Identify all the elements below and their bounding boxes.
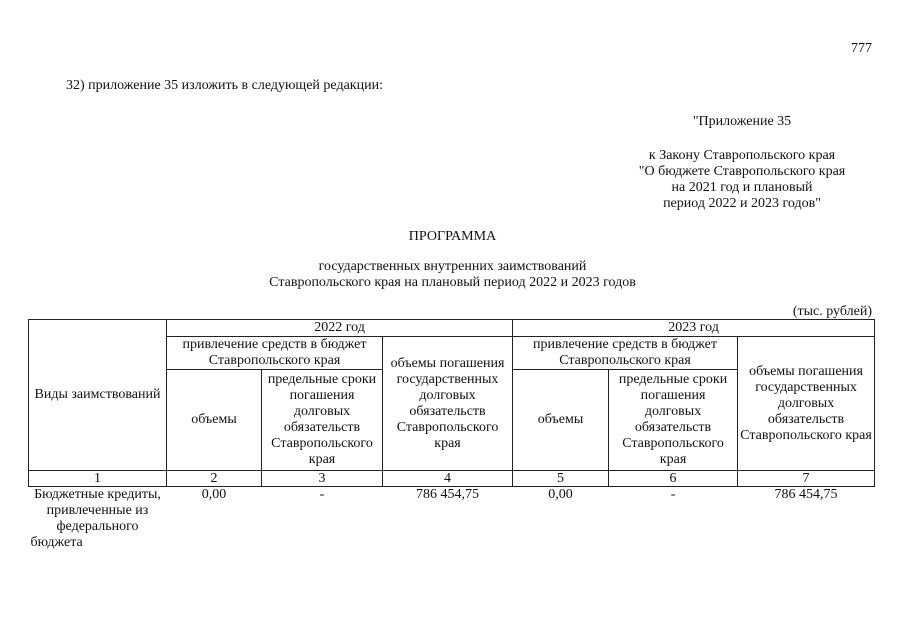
- column-number: 3: [262, 471, 383, 487]
- intro-text: 32) приложение 35 изложить в следующей редакции:: [66, 78, 383, 93]
- column-number: 4: [383, 471, 513, 487]
- page-number: 777: [851, 41, 872, 56]
- borrowing-table: [28, 319, 875, 551]
- row-volume-2022: 0,00: [201, 487, 227, 502]
- header-kind: Виды заимствований: [29, 320, 167, 471]
- header-repayment-2022: объемы погашения государственных долговых обязательств Ставропольского края: [383, 337, 513, 471]
- column-number: 6: [609, 471, 738, 487]
- column-numbers-row: [29, 471, 875, 487]
- appendix-reference: [612, 148, 872, 212]
- header-deadlines-2022: предельные сроки погашения долговых обязательств Ставропольского края: [262, 370, 383, 471]
- row-term-2023: -: [670, 487, 676, 502]
- appendix-line-3: на 2021 год и плановый: [671, 180, 813, 195]
- program-title: ПРОГРАММА: [408, 229, 497, 244]
- row-repayment-2022: 786 454,75: [416, 487, 480, 502]
- column-number: 1: [29, 471, 167, 487]
- row-volume-2023: 0,00: [548, 487, 573, 502]
- header-row-years: [29, 320, 875, 337]
- row-kind: Бюджетные кредиты, привлеченные из федерального бюджета: [30, 487, 161, 550]
- column-number: 5: [513, 471, 609, 487]
- units-label: (тыс. рублей): [792, 304, 872, 319]
- header-attraction-2023: привлечение средств в бюджет Ставропольского края: [513, 337, 738, 370]
- appendix-line-4: период 2022 и 2023 годов": [663, 196, 821, 211]
- appendix-line-1: к Закону Ставропольского края: [648, 148, 836, 163]
- program-subtitle: [0, 259, 905, 291]
- header-attraction-2022: привлечение средств в бюджет Ставропольского края: [167, 337, 383, 370]
- column-number: 2: [167, 471, 262, 487]
- appendix-title: "Приложение 35: [692, 114, 792, 129]
- row-term-2022: -: [319, 487, 325, 502]
- appendix-line-2: "О бюджете Ставропольского края: [638, 164, 846, 179]
- table-row: [29, 487, 875, 552]
- column-number: 7: [738, 471, 875, 487]
- program-subtitle-line-1: государственных внутренних заимствований: [318, 259, 587, 274]
- header-year-2023: 2023 год: [513, 320, 875, 337]
- header-volumes-2023: объемы: [513, 370, 609, 471]
- header-year-2022: 2022 год: [167, 320, 513, 337]
- header-deadlines-2023: предельные сроки погашения долговых обязательств Ставропольского края: [609, 370, 738, 471]
- header-volumes-2022: объемы: [167, 370, 262, 471]
- row-repayment-2023: 786 454,75: [774, 487, 838, 502]
- program-subtitle-line-2: Ставропольского края на плановый период 2022 и 2023 годов: [269, 275, 636, 290]
- header-repayment-2023: объемы погашения государственных долговых обязательств Ставропольского края: [738, 337, 875, 471]
